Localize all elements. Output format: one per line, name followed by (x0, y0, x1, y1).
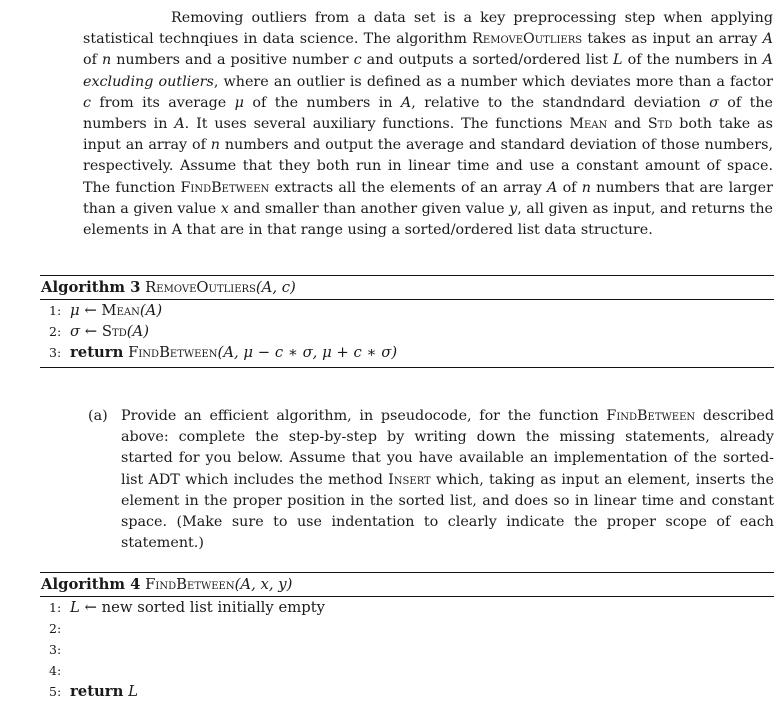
algorithm-4-title: Algorithm 4 FindBetween(A, x, y) (41, 576, 293, 593)
emphasis-excluding-outliers: excluding outliers (83, 73, 214, 90)
algorithm-4-line-1: 1: L ← new sorted list initially empty (49, 599, 326, 616)
algorithm-3-block (40, 275, 774, 368)
fn-mean: Mean (569, 116, 608, 133)
algorithm-4-line-4-blank: 4: (49, 663, 62, 678)
algorithm-4-line-3-blank: 3: (49, 642, 62, 657)
algorithm-4-block (40, 572, 774, 702)
part-a-label: (a) (88, 408, 108, 424)
algorithm-3-line-3: 3: return FindBetween(A, μ − c ∗ σ, μ + c ∗ σ) (49, 344, 398, 361)
part-a-text: Provide an efficient algorithm, in pseudocode, for the function FindBetween described above: complete the step-by-step by writing down the missing statements, already started for you below. Assume that you have available an implementation of the sorted-list ADT which includes the method Insert which, taking as input an element, inserts the element in the proper position in the sorted list, and does so in linear time and constant space. (Make sure to use indentation to clearly indicate the proper scope of each statement.) (121, 408, 774, 552)
question-part-a (88, 406, 774, 554)
fn-findbetween: FindBetween (180, 179, 270, 196)
algorithm-3-line-2: 2: σ ← Std(A) (49, 323, 149, 340)
intro-paragraph: Removing outliers from a data set is a key preprocessing step when applying statistical technqiues in data science. The algorithm RemoveOutliers takes as input an array A of n numbers and a positive number c and outputs a sorted/ordered list L of the numbers in A excluding outliers, where an outlier is defined as a number which deviates more than a factor c from its average μ of the numbers in A, relative to the standndard deviation σ of the numbers in A. It uses several auxiliary functions. The functions Mean and Std both take as input an array of n numbers and output the average and standard deviation of those numbers, respectively. Assume that they both run in linear time and use a constant amount of space. The function FindBetween extracts all the elements of an array A of n numbers that are larger than a given value x and smaller than another given value y, all given as input, and returns the elements in A that are in that range using a sorted/ordered list data structure. (83, 10, 773, 239)
algorithm-3-bottom-rule (40, 367, 774, 368)
algorithm-3-title: Algorithm 3 RemoveOutliers(A, c) (41, 279, 296, 296)
algorithm-3-line-1: 1: μ ← Mean(A) (49, 302, 163, 319)
fn-removeoutliers: RemoveOutliers (472, 31, 583, 48)
algorithm-4-line-2-blank: 2: (49, 621, 62, 636)
algorithm-4-line-5: 5: return L (49, 683, 138, 700)
fn-std: Std (647, 116, 673, 133)
